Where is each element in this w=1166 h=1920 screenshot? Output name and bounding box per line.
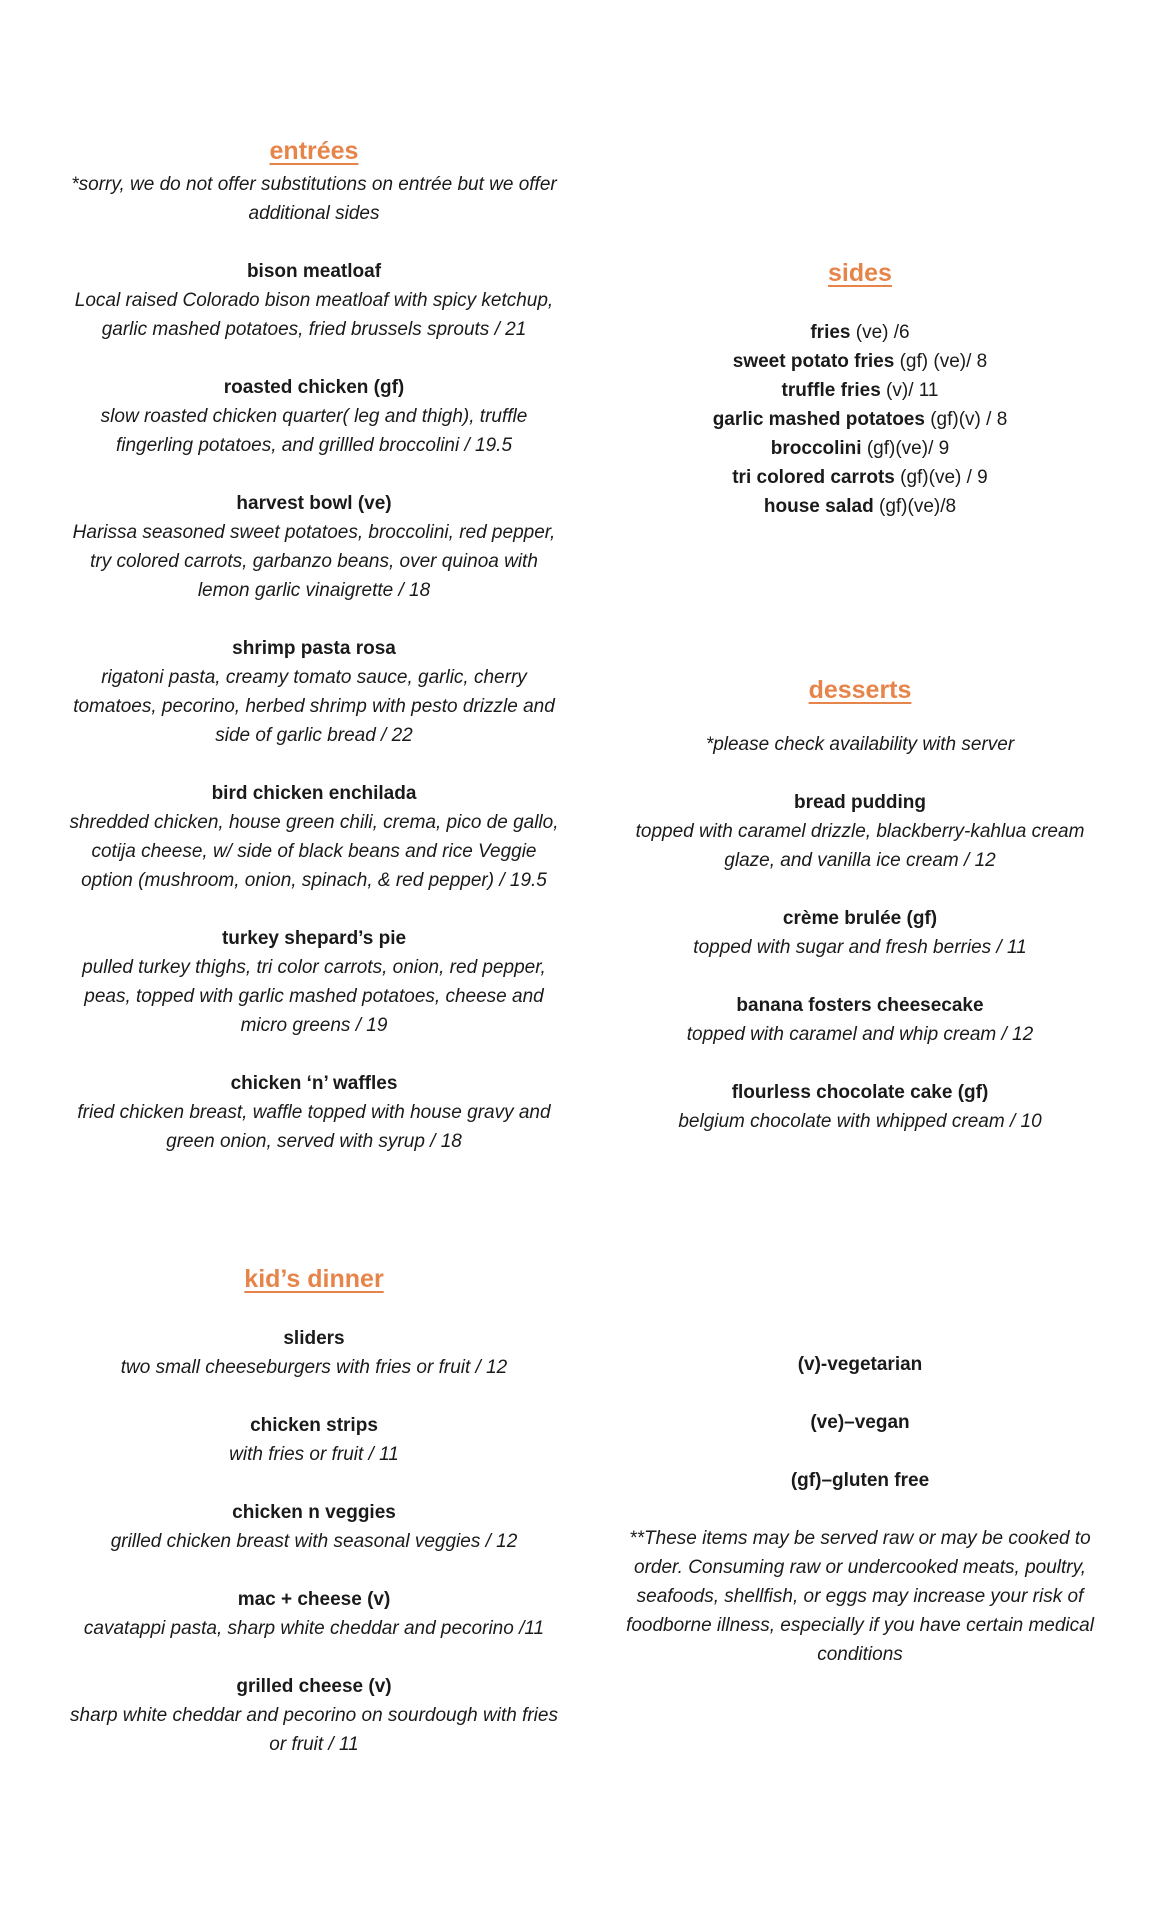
side-item-details: (v)/ 11 xyxy=(880,380,939,401)
menu-item-description: with fries or fruit / 11 xyxy=(229,1444,399,1465)
desserts-list xyxy=(610,788,1110,1136)
menu-item-description: Local raised Colorado bison meatloaf with spicy ketchup, garlic mashed potatoes, fried brussels sprouts / 21 xyxy=(74,290,554,340)
menu-item xyxy=(64,1324,564,1382)
menu-item-name: shrimp pasta rosa xyxy=(232,638,396,659)
entrees-section xyxy=(64,134,564,1185)
menu-item-description: topped with caramel and whip cream / 12 xyxy=(686,1024,1034,1045)
menu-item-description: belgium chocolate with whipped cream / 10 xyxy=(678,1111,1042,1132)
sides-heading: sides xyxy=(828,259,892,287)
menu-item-description: rigatoni pasta, creamy tomato sauce, garlic, cherry tomatoes, pecorino, herbed shrimp with pesto drizzle and side of garlic bread / 22 xyxy=(73,667,555,746)
legend-vegan: (ve)–vegan xyxy=(810,1412,910,1433)
desserts-note: *please check availability with server xyxy=(705,734,1015,755)
menu-item-name: chicken ‘n’ waffles xyxy=(230,1073,398,1094)
menu-item-description: cavatappi pasta, sharp white cheddar and pecorino /11 xyxy=(83,1618,545,1639)
menu-item-description: two small cheeseburgers with fries or fruit / 12 xyxy=(120,1357,508,1378)
sides-section xyxy=(610,256,1110,521)
menu-item-name: flourless chocolate cake (gf) xyxy=(731,1082,989,1103)
side-item xyxy=(610,434,1110,463)
kids-list xyxy=(64,1324,564,1759)
side-item xyxy=(610,318,1110,347)
menu-item-name: mac + cheese (v) xyxy=(237,1589,391,1610)
menu-item-name: banana fosters cheesecake xyxy=(736,995,984,1016)
side-item xyxy=(610,405,1110,434)
menu-item-name: crème brulée (gf) xyxy=(782,908,938,929)
menu-item-name: sliders xyxy=(283,1328,345,1349)
entrees-note: *sorry, we do not offer substitutions on entrée but we offer additional sides xyxy=(71,174,557,224)
side-item xyxy=(610,463,1110,492)
side-item-name: truffle fries xyxy=(781,380,881,401)
menu-item-description: shredded chicken, house green chili, crema, pico de gallo, cotija cheese, w/ side of black beans and rice Veggie option (mushroom, onion, spinach, & red pepper) / 19.5 xyxy=(69,812,559,891)
legend-gluten-free: (gf)–gluten free xyxy=(790,1470,930,1491)
menu-item xyxy=(610,904,1110,962)
side-item-name: fries xyxy=(810,322,851,343)
menu-item xyxy=(64,634,564,750)
legend-vegetarian: (v)-vegetarian xyxy=(797,1354,923,1375)
menu-item-description: pulled turkey thighs, tri color carrots, onion, red pepper, peas, topped with garlic mashed potatoes, cheese and micro greens / 19 xyxy=(82,957,546,1036)
menu-item-description: Harissa seasoned sweet potatoes, broccolini, red pepper, try colored carrots, garbanzo beans, over quinoa with lemon garlic vinaigrette / 18 xyxy=(72,522,556,601)
menu-item xyxy=(64,1585,564,1643)
menu-item-name: chicken strips xyxy=(250,1415,378,1436)
side-item-name: sweet potato fries xyxy=(732,351,895,372)
menu-item xyxy=(64,1411,564,1469)
side-item-details: (gf) (ve)/ 8 xyxy=(894,351,988,372)
entrees-list xyxy=(64,257,564,1156)
menu-item-name: bread pudding xyxy=(794,792,926,813)
menu-item-name: bird chicken enchilada xyxy=(211,783,417,804)
menu-item xyxy=(64,373,564,460)
menu-item xyxy=(64,257,564,344)
side-item xyxy=(610,376,1110,405)
menu-item-name: roasted chicken (gf) xyxy=(223,377,405,398)
side-item-details: (ve) /6 xyxy=(850,322,910,343)
desserts-section xyxy=(610,673,1110,1165)
menu-item xyxy=(610,788,1110,875)
side-item-name: tri colored carrots xyxy=(732,467,895,488)
menu-item xyxy=(64,1498,564,1556)
menu-item xyxy=(64,1069,564,1156)
menu-item-description: slow roasted chicken quarter( leg and thigh), truffle fingerling potatoes, and grillled broccolini / 19.5 xyxy=(100,406,528,456)
side-item-details: (gf)(v) / 8 xyxy=(924,409,1008,430)
side-item xyxy=(610,347,1110,376)
menu-item-name: chicken n veggies xyxy=(232,1502,396,1523)
side-item-details: (gf)(ve)/ 9 xyxy=(861,438,950,459)
side-item-details: (gf)(ve)/8 xyxy=(873,496,957,517)
menu-item xyxy=(64,924,564,1040)
menu-item xyxy=(64,1672,564,1759)
menu-item xyxy=(610,1078,1110,1136)
entrees-heading: entrées xyxy=(269,137,359,165)
desserts-heading: desserts xyxy=(808,676,912,704)
menu-item-name: grilled cheese (v) xyxy=(236,1676,392,1697)
menu-item-description: fried chicken breast, waffle topped with house gravy and green onion, served with syrup / 18 xyxy=(77,1102,551,1152)
side-item-name: garlic mashed potatoes xyxy=(712,409,925,430)
kids-heading: kid’s dinner xyxy=(244,1265,384,1293)
menu-item xyxy=(64,489,564,605)
menu-item xyxy=(64,779,564,895)
side-item-name: house salad xyxy=(763,496,874,517)
menu-item-description: grilled chicken breast with seasonal veggies / 12 xyxy=(110,1531,518,1552)
menu-item-description: topped with sugar and fresh berries / 11 xyxy=(693,937,1027,958)
legend-section xyxy=(610,1350,1110,1669)
side-item-name: broccolini xyxy=(770,438,862,459)
menu-item xyxy=(610,991,1110,1049)
side-item xyxy=(610,492,1110,521)
menu-item-description: sharp white cheddar and pecorino on sourdough with fries or fruit / 11 xyxy=(70,1705,558,1755)
menu-item-name: turkey shepard’s pie xyxy=(221,928,407,949)
menu-item-name: bison meatloaf xyxy=(246,261,382,282)
raw-food-disclaimer: **These items may be served raw or may be cooked to order. Consuming raw or undercooked meats, poultry, seafoods, shellfish, or eggs may increase your risk of foodborne illness, especially if you have certain medical conditions xyxy=(626,1528,1094,1665)
kids-section xyxy=(64,1262,564,1788)
menu-item-name: harvest bowl (ve) xyxy=(236,493,392,514)
sides-list xyxy=(610,318,1110,521)
side-item-details: (gf)(ve) / 9 xyxy=(894,467,988,488)
menu-item-description: topped with caramel drizzle, blackberry-kahlua cream glaze, and vanilla ice cream / 12 xyxy=(635,821,1085,871)
